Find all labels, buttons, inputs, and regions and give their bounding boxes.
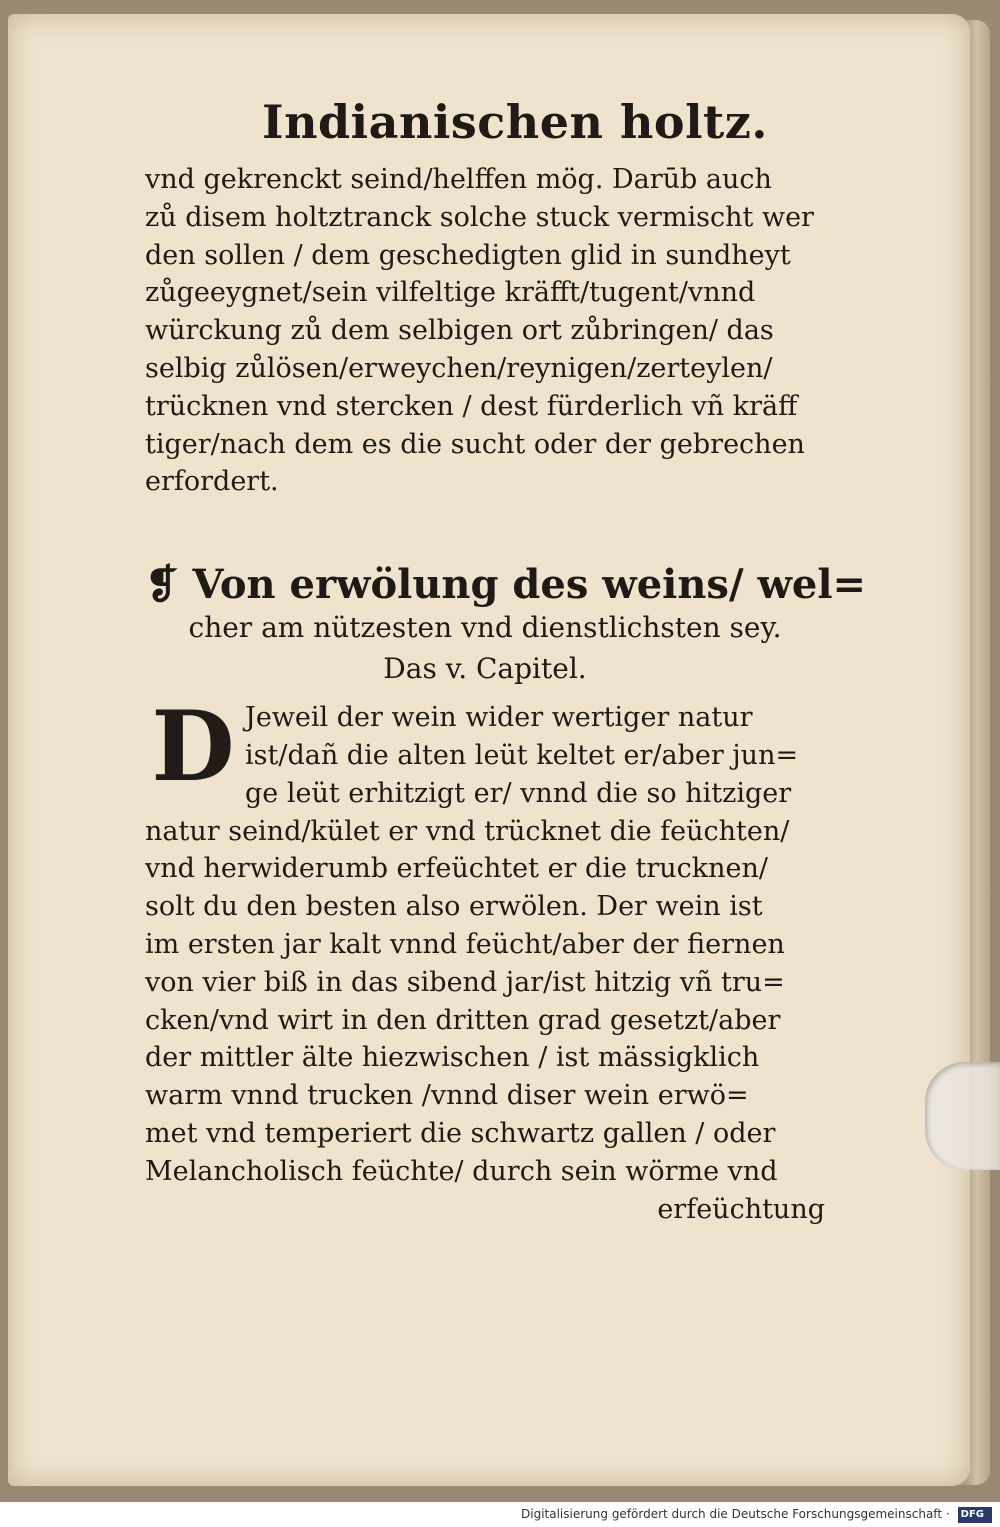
text-line: vnd herwiderumb erfeüchtet er die trucknen/ — [145, 853, 769, 885]
text-line: selbig zůlösen/erweychen/reynigen/zerteylen/ — [145, 352, 773, 384]
top-paragraph — [145, 161, 825, 501]
text-line: solt du den besten also erwölen. Der wein ist — [145, 891, 763, 923]
text-line: ge leüt erhitzigt er/ vnnd die so hitziger — [245, 777, 792, 809]
text-line: met vnd temperiert die schwartz gallen / oder — [145, 1117, 776, 1149]
text-line: zů disem holtztranck solche stuck vermischt wer — [145, 201, 814, 233]
pilcrow-icon: ❡ — [145, 561, 179, 609]
text-line: warm vnnd trucken /vnnd diser wein erwö= — [145, 1080, 749, 1112]
text-line: Melancholisch feüchte/ durch sein wörme vnd — [145, 1155, 778, 1187]
text-line: vnd gekrenckt seind/helffen mög. Darūb auch — [145, 164, 772, 195]
page-clip — [925, 1062, 1000, 1170]
chapter-number: Das v. Capitel. — [383, 652, 587, 686]
text-line: cken/vnd wirt in den dritten grad gesetzt/aber — [145, 1004, 781, 1036]
running-header: Indianischen holtz. — [262, 95, 768, 149]
footer-credit — [0, 1502, 1000, 1527]
chapter-title-line1: ❡ Von erwölung des weins/ wel= — [145, 561, 867, 609]
text-line: zůgeeygnet/sein vilfeltige kräfft/tugent/vnnd — [145, 277, 756, 309]
dfg-logo-icon: DFG — [958, 1507, 992, 1523]
text-line: der mittler älte hiezwischen / ist mässigklich — [145, 1042, 760, 1074]
text-line: tiger/nach dem es die sucht oder der gebrechen — [145, 428, 805, 460]
text-line: den sollen / dem geschedigten glid in sundheyt — [145, 239, 791, 271]
decorated-initial: D — [151, 690, 235, 804]
text-line: trücknen vnd stercken / dest fürderlich vñ kräff — [145, 390, 798, 422]
catchword: erfeüchtung — [657, 1193, 825, 1225]
chapter-title-line2: cher am nützesten vnd dienstlichsten sey. — [188, 611, 782, 645]
text-line: von vier biß in das sibend jar/ist hitzig vñ tru= — [145, 966, 785, 998]
text-line: würckung zů dem selbigen ort zůbringen/ das — [145, 315, 774, 347]
text-line: im ersten jar kalt vnnd feücht/aber der fiernen — [145, 928, 785, 960]
text-line: Jeweil der wein wider wertiger natur — [245, 702, 753, 734]
chapter-heading — [145, 561, 867, 689]
text-line: natur seind/kület er vnd trücknet die feüchten/ — [145, 815, 790, 847]
text-line: erfordert. — [145, 466, 279, 498]
footer-text: Digitalisierung gefördert durch die Deutsche Forschungsgemeinschaft · — [521, 1507, 950, 1521]
page-text — [145, 95, 867, 1229]
chapter-body — [145, 690, 825, 1228]
text-line: ist/dañ die alten leüt keltet er/aber jun= — [245, 739, 799, 771]
